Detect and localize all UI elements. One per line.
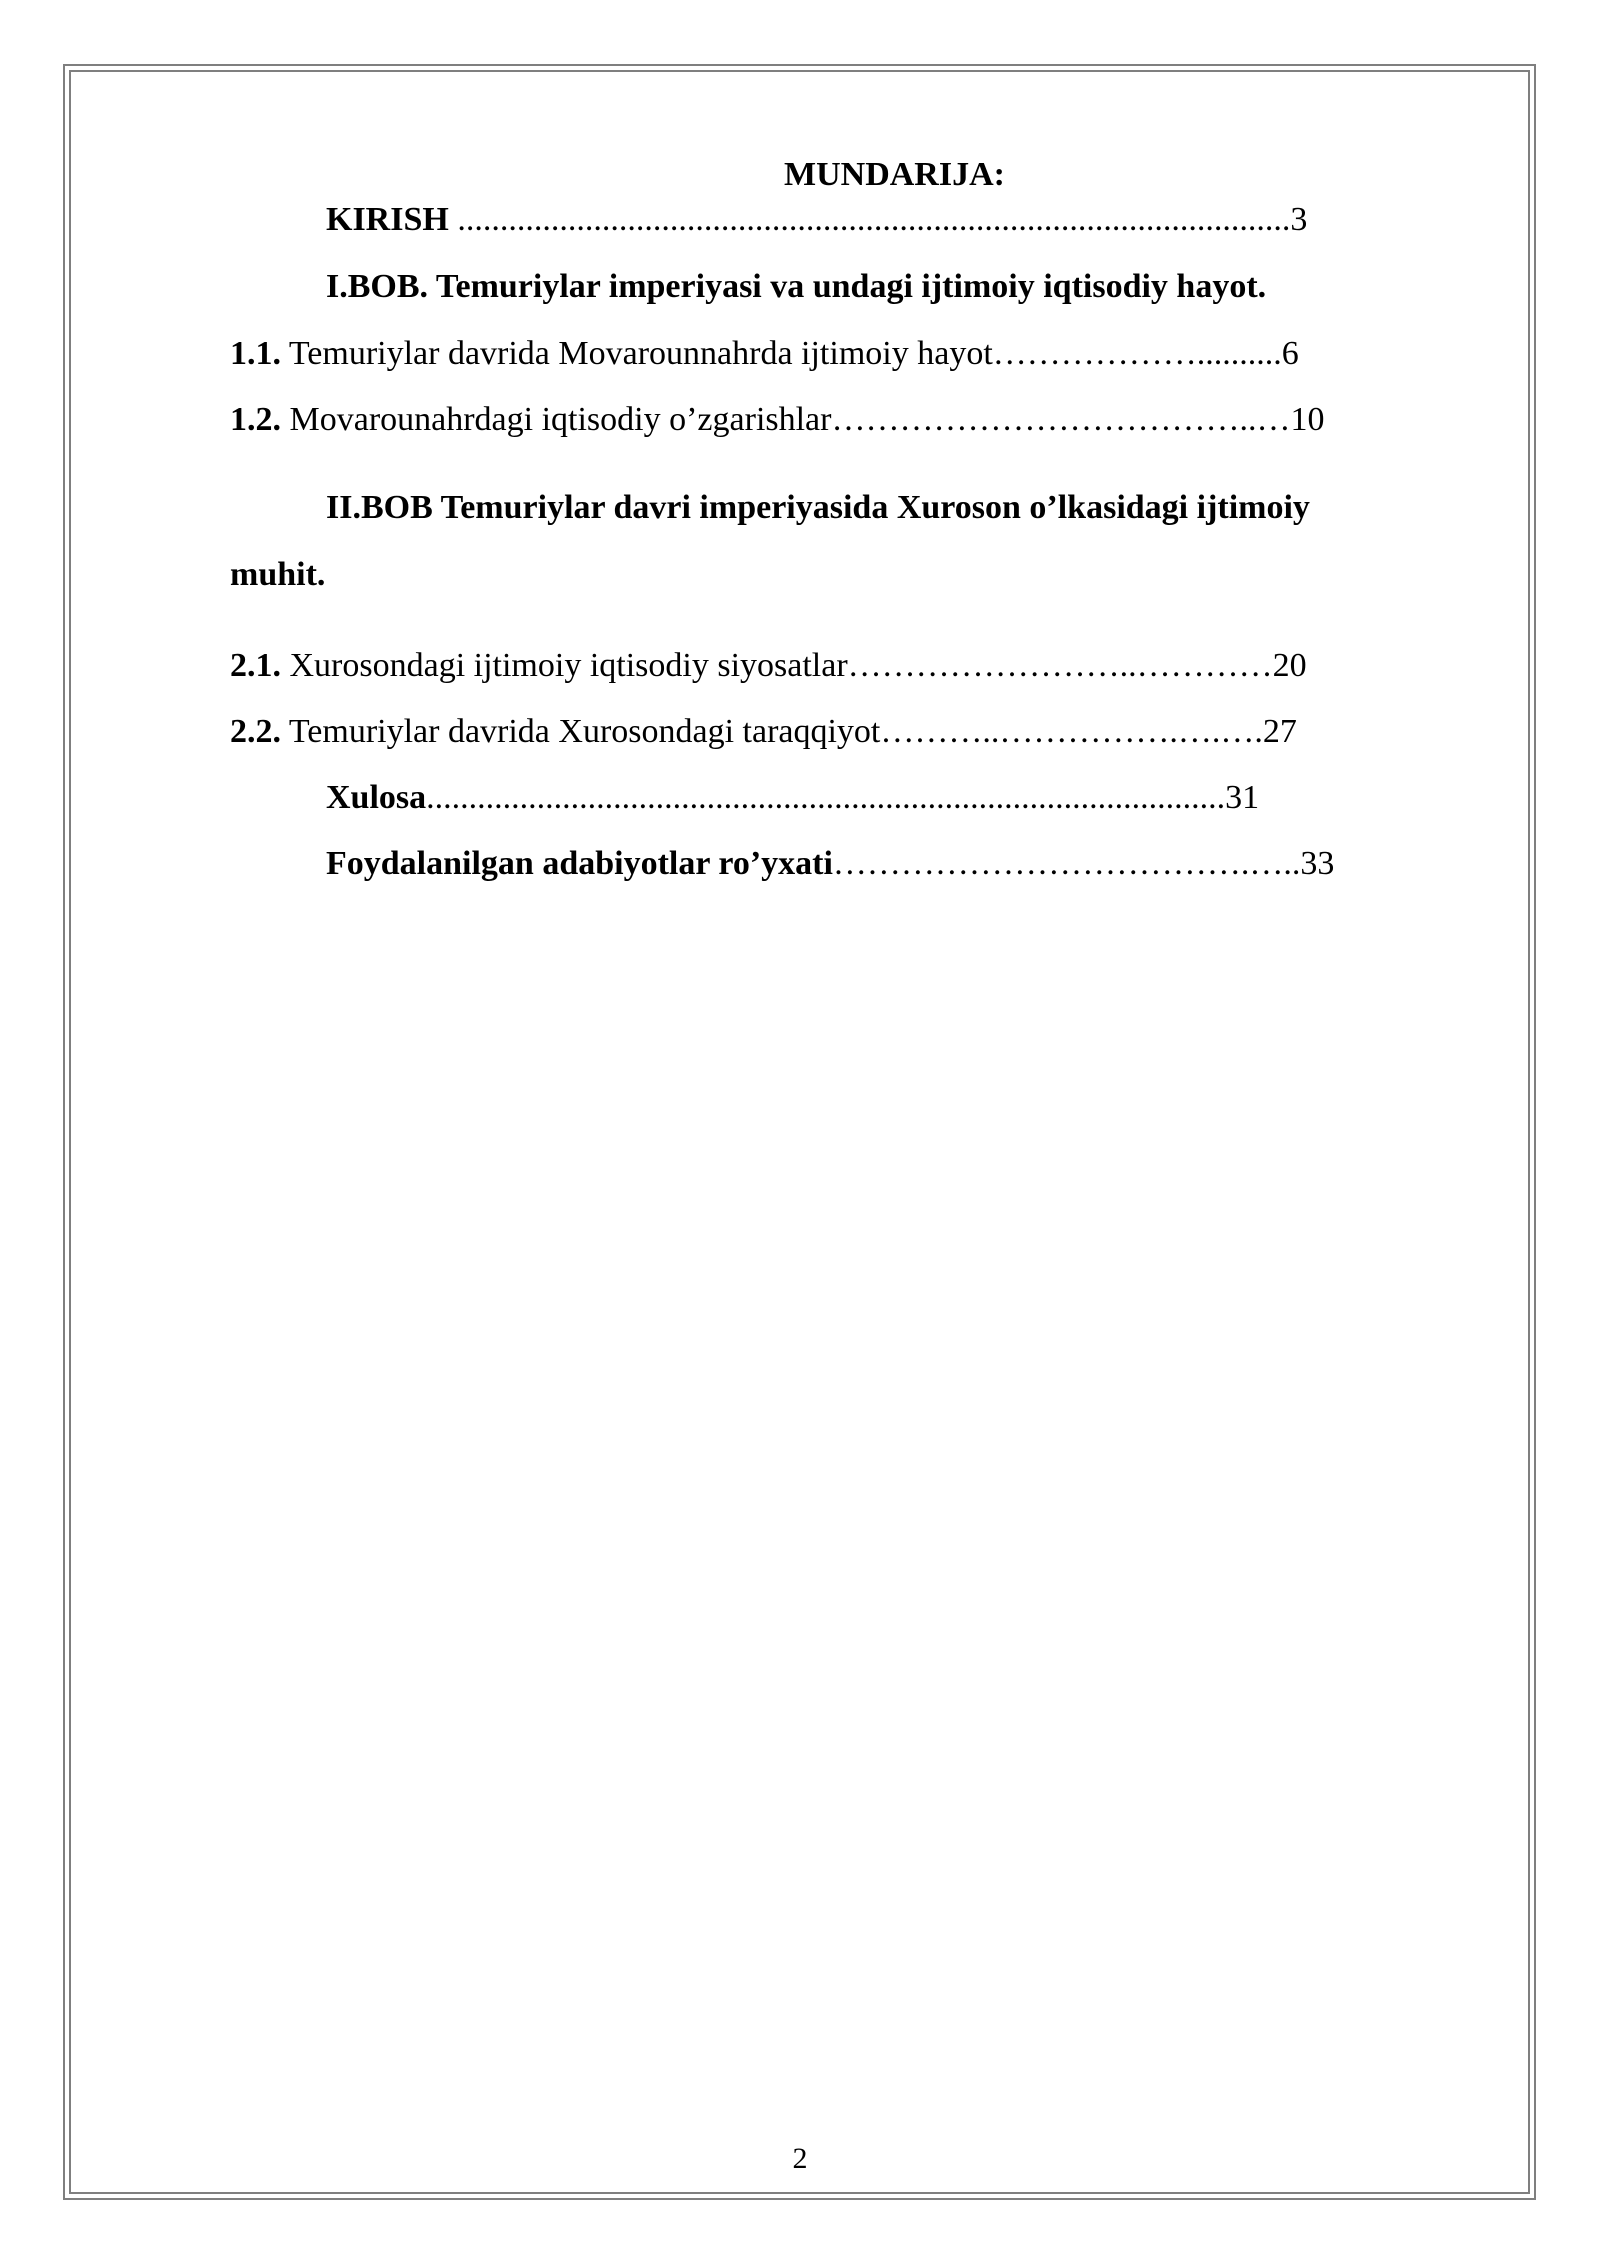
toc-chapter-1[interactable]: I.BOB. Temuriylar imperiyasi va undagi ijtimoiy iqtisodiy hayot. xyxy=(326,268,1267,305)
toc-title: Xulosa xyxy=(326,779,427,816)
toc-number: 2.2. xyxy=(230,713,281,750)
toc-number: 1.1. xyxy=(230,335,281,372)
toc-leader: ………..…………….….…. xyxy=(880,713,1263,750)
toc-entry-2-2[interactable] xyxy=(230,712,1297,752)
toc-page: 31 xyxy=(1225,779,1260,816)
toc-leader: ……………….......... xyxy=(992,335,1282,372)
toc-number: 1.2. xyxy=(230,401,281,438)
toc-entry-adabiyotlar[interactable] xyxy=(326,844,1334,884)
toc-number: 2.1. xyxy=(230,647,281,684)
toc-title: Movarounahrdagi iqtisodiy o’zgarishlar xyxy=(281,401,832,438)
toc-entry-1-1[interactable] xyxy=(230,334,1299,374)
toc-entry-2-1[interactable] xyxy=(230,646,1307,686)
toc-entry-xulosa[interactable] xyxy=(326,778,1259,818)
toc-entry-1-2[interactable] xyxy=(230,400,1324,440)
toc-title: Temuriylar davrida Movarounnahrda ijtimoiy hayot xyxy=(281,335,993,372)
toc-chapter-2-line2[interactable]: muhit. xyxy=(230,556,326,593)
toc-entry-kirish[interactable] xyxy=(326,200,1307,240)
page-border-inner xyxy=(69,70,1530,2194)
toc-page: 10 xyxy=(1290,401,1325,438)
toc-page: 3 xyxy=(1290,201,1308,238)
toc-title: Xurosondagi ijtimoiy iqtisodiy siyosatlar xyxy=(281,647,848,684)
toc-leader: ……………………………….….. xyxy=(832,845,1301,882)
toc-leader: ………………………………..… xyxy=(831,401,1291,438)
page-number: 2 xyxy=(792,2142,808,2175)
toc-chapter-2-line1[interactable]: II.BOB Temuriylar davri imperiyasida Xuroson o’lkasidagi ijtimoiy xyxy=(326,489,1310,526)
toc-page: 20 xyxy=(1272,647,1307,684)
toc-title: KIRISH xyxy=(326,201,449,238)
toc-title: Foydalanilgan adabiyotlar ro’yxati xyxy=(326,845,833,882)
toc-title: Temuriylar davrida Xurosondagi taraqqiyot xyxy=(281,713,881,750)
toc-leader: ……………………..………… xyxy=(847,647,1273,684)
toc-leader: .................................................................................................. xyxy=(448,201,1291,238)
toc-page: 33 xyxy=(1300,845,1335,882)
page-title: MUNDARIJA: xyxy=(784,156,1005,193)
toc-page: 27 xyxy=(1262,713,1297,750)
toc-page: 6 xyxy=(1281,335,1299,372)
toc-leader: .............................................................................................. xyxy=(426,779,1226,816)
